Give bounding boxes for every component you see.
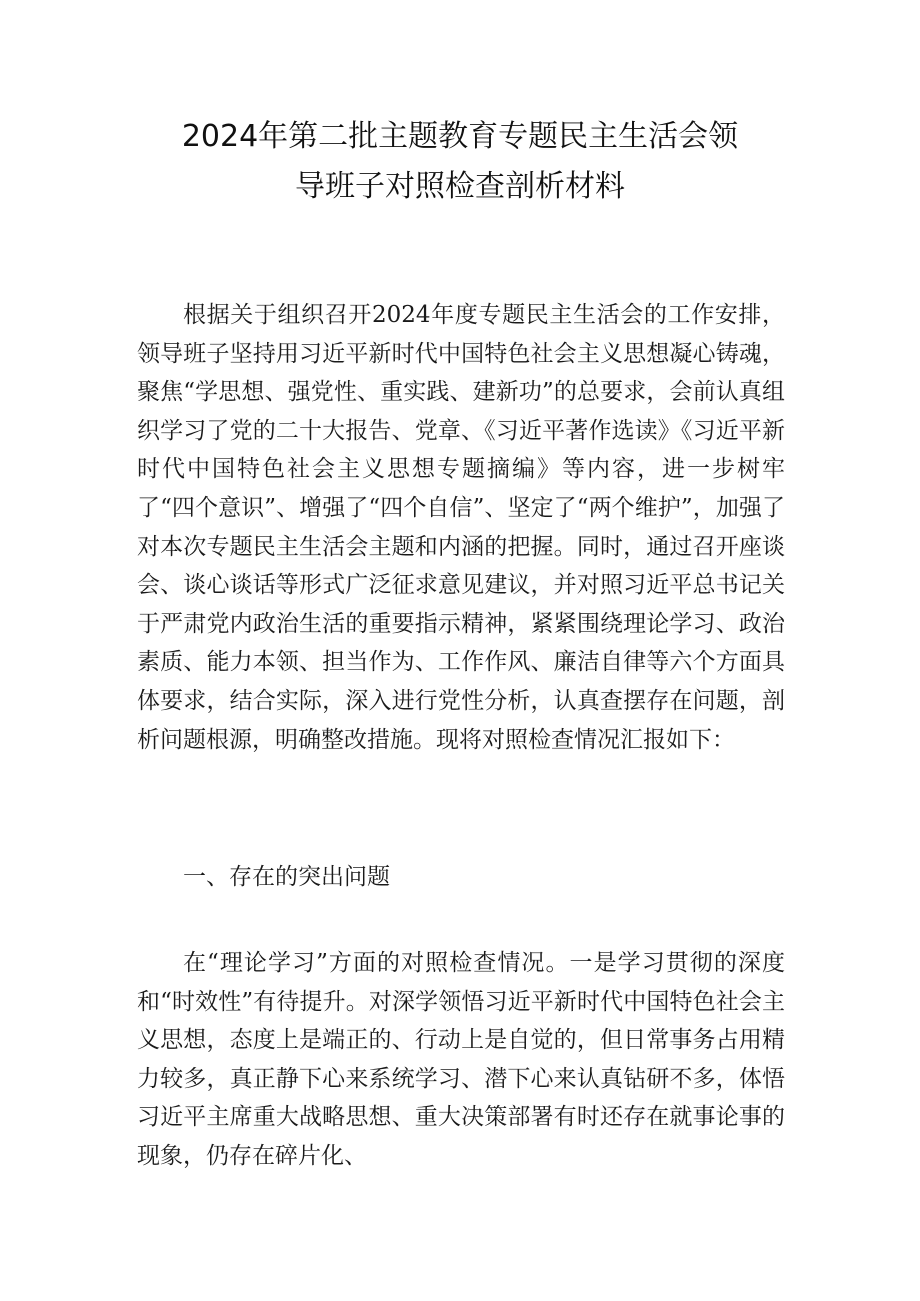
section-heading: 一、存在的突出问题 <box>183 864 390 890</box>
section-paragraph: 在“理论学习”方面的对照检查情况。一是学习贯彻的深度和“时效性”有待提升。对深学领悟习近平新时代中国特色社会主义思想，态度上是端正的、行动上是自觉的，但日常事务占用精力较多，真正静下心来系统学习、潜下心来认真钻研不多，体悟习近平主席重大战略思想、重大决策部署有时还存在就事论事的现象，仍存在碎片化、 <box>137 950 785 1169</box>
title-line-1: 2024年第二批主题教育专题民主生活会领 <box>181 119 739 154</box>
intro-paragraph: 根据关于组织召开2024年度专题民主生活会的工作安排，领导班子坚持用习近平新时代中国特色社会主义思想凝心铸魂，聚焦“学思想、强党性、重实践、建新功”的总要求，会前认真组织学习了党的二十大报告、党章、《习近平著作选读》《习近平新时代中国特色社会主义思想专题摘编》等内容，进一步树牢了“四个意识”、增强了“四个自信”、坚定了“两个维护”，加强了对本次专题民主生活会主题和内涵的把握。同时，通过召开座谈会、谈心谈话等形式广泛征求意见建议，并对照习近平总书记关于严肃党内政治生活的重要指示精神，紧紧围绕理论学习、政治素质、能力本领、担当作为、工作作风、廉洁自律等六个方面具体要求，结合实际，深入进行党性分析，认真查摆存在问题，剖析问题根源，明确整改措施。现将对照检查情况汇报如下： <box>137 302 785 753</box>
document-title <box>160 112 760 212</box>
title-line-2: 导班子对照检查剖析材料 <box>295 169 625 204</box>
